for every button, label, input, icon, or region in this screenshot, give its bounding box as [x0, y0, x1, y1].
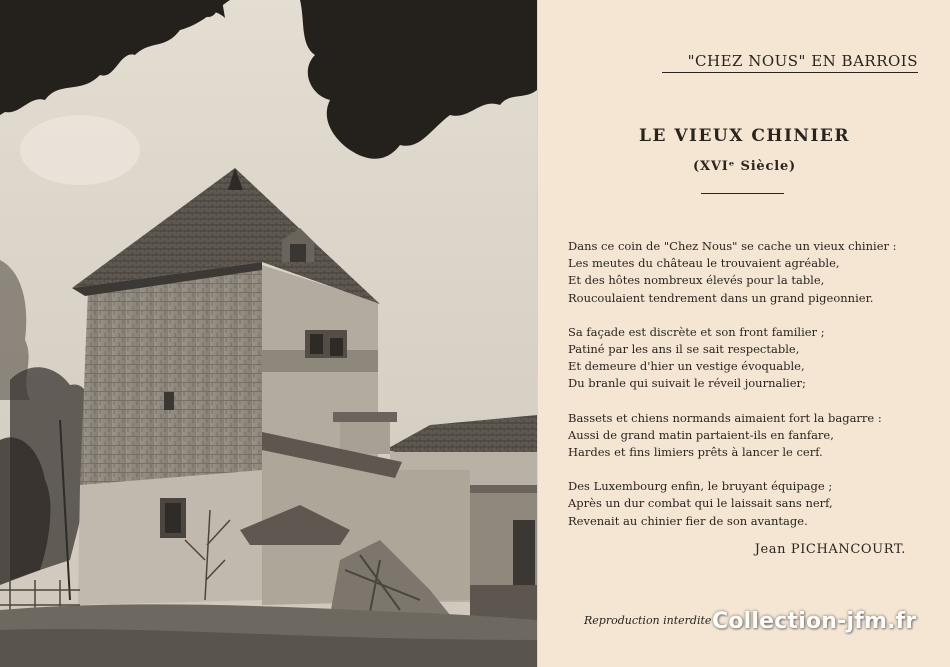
stanza	[568, 324, 938, 393]
poem-line: Et des hôtes nombreux élevés pour la table,	[568, 273, 825, 288]
poem-line: Aussi de grand matin partaient-ils en fanfare,	[568, 427, 834, 442]
reproduction-notice: Reproduction interdite	[584, 614, 712, 627]
poem-line: Des Luxembourg enfin, le bruyant équipage ;	[568, 479, 833, 494]
poem-body	[568, 238, 938, 547]
poem-line: Les meutes du château le trouvaient agréable,	[568, 256, 840, 271]
series-header: "CHEZ NOUS" EN BARROIS	[662, 52, 918, 73]
title-divider	[701, 193, 784, 194]
poem-line: Après un dur combat qui le laissait sans nerf,	[568, 496, 833, 511]
stanza	[568, 478, 938, 530]
poem-line: Hardes et fins limiers prêts à lancer le cerf.	[568, 445, 823, 460]
poem-line: Revenait au chinier fier de son avantage.	[568, 513, 808, 528]
poem-line: Bassets et chiens normands aimaient fort la bagarre :	[568, 410, 882, 425]
poem-line: Du branle qui suivait le réveil journalier;	[568, 376, 806, 391]
poem-line: Sa façade est discrète et son front familier ;	[568, 324, 825, 339]
poem-line: Et demeure d'hier un vestige évoquable,	[568, 359, 805, 374]
watermark: Collection-jfm.fr	[712, 609, 917, 634]
poem-line: Dans ce coin de "Chez Nous" se cache un vieux chinier :	[568, 239, 897, 253]
stanza	[568, 410, 938, 462]
poem-line: Roucoulaient tendrement dans un grand pigeonnier.	[568, 290, 874, 305]
poem-subtitle: (XVIᵉ Siècle)	[693, 159, 796, 174]
text-panel	[537, 0, 950, 667]
poem-title: LE VIEUX CHINIER	[639, 126, 850, 146]
poem-author: Jean PICHANCOURT.	[754, 542, 906, 557]
stanza	[568, 238, 938, 307]
poem-line: Patiné par les ans il se sait respectable,	[568, 342, 800, 357]
